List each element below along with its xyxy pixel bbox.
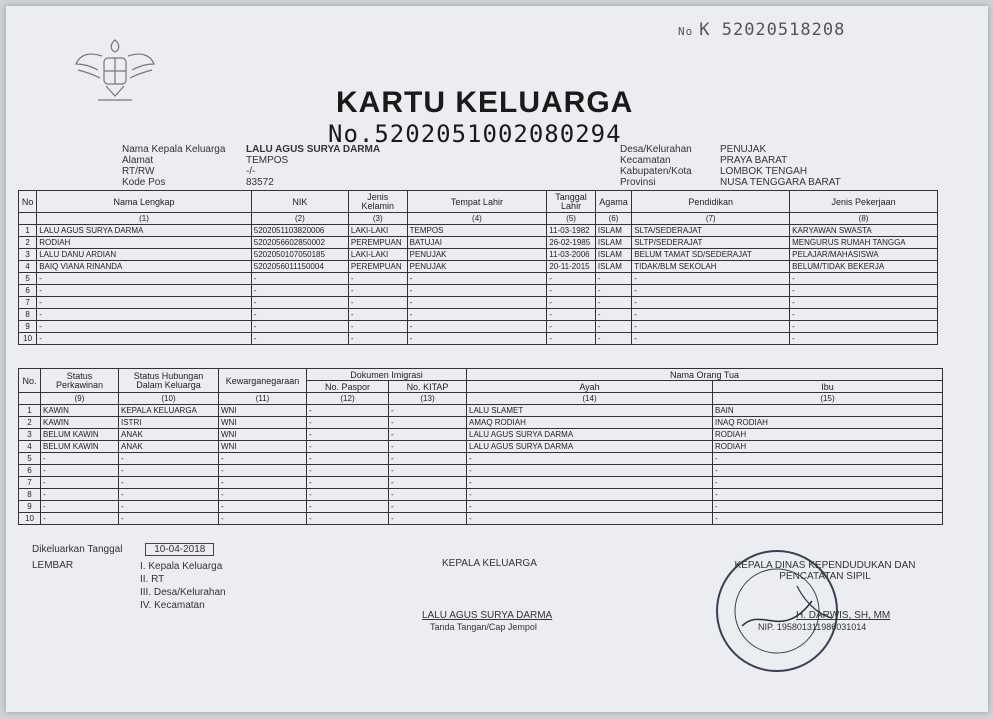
- index-cell: (1): [37, 213, 252, 225]
- header-cell: Agama: [595, 191, 631, 213]
- table-cell: LAKI-LAKI: [348, 225, 407, 237]
- table-cell: -: [595, 333, 631, 345]
- table-cell: -: [407, 333, 547, 345]
- table-cell: -: [467, 489, 713, 501]
- kepala-keluarga-name: LALU AGUS SURYA DARMA: [422, 610, 553, 621]
- table-cell: -: [219, 489, 307, 501]
- table-cell: -: [790, 309, 938, 321]
- index-cell: (11): [219, 393, 307, 405]
- header-cell: Dokumen Imigrasi: [307, 369, 467, 381]
- table-cell: WNI: [219, 441, 307, 453]
- table-cell: ISLAM: [595, 261, 631, 273]
- table-cell: -: [790, 321, 938, 333]
- subheader-cell: Ayah: [467, 381, 713, 393]
- table-cell: -: [119, 477, 219, 489]
- table-cell: KAWIN: [41, 417, 119, 429]
- table-cell: -: [389, 489, 467, 501]
- table-cell: PEREMPUAN: [348, 237, 407, 249]
- table-cell: -: [219, 453, 307, 465]
- table-cell: 1: [19, 405, 41, 417]
- table-cell: -: [37, 273, 252, 285]
- table-cell: -: [307, 513, 389, 525]
- table-cell: 5202051103820006: [251, 225, 348, 237]
- header-cell: Tempat Lahir: [407, 191, 547, 213]
- info-label: Kecamatan: [620, 155, 671, 166]
- table-cell: -: [632, 333, 790, 345]
- table-cell: ISLAM: [595, 249, 631, 261]
- table-cell: 3: [19, 429, 41, 441]
- info-value: NUSA TENGGARA BARAT: [720, 177, 841, 188]
- table-cell: -: [595, 297, 631, 309]
- table-cell: LALU AGUS SURYA DARMA: [37, 225, 252, 237]
- document-title: KARTU KELUARGA: [336, 86, 634, 119]
- table-cell: -: [119, 453, 219, 465]
- info-value: PRAYA BARAT: [720, 155, 788, 166]
- table-cell: -: [467, 513, 713, 525]
- table-cell: BELUM TAMAT SD/SEDERAJAT: [632, 249, 790, 261]
- table-cell: LAKI-LAKI: [348, 249, 407, 261]
- table-cell: PELAJAR/MAHASISWA: [790, 249, 938, 261]
- table-row: [19, 429, 943, 441]
- right-info-labels: [620, 144, 692, 188]
- table-cell: -: [37, 333, 252, 345]
- table-cell: 10: [19, 513, 41, 525]
- table-cell: -: [37, 321, 252, 333]
- table-cell: -: [41, 501, 119, 513]
- family-members-table: [18, 190, 938, 345]
- table-cell: -: [307, 477, 389, 489]
- header-cell: Nama Orang Tua: [467, 369, 943, 381]
- table-cell: 4: [19, 441, 41, 453]
- dinas-title: [730, 560, 920, 582]
- header-cell: Jenis Pekerjaan: [790, 191, 938, 213]
- table-cell: -: [595, 285, 631, 297]
- table-cell: ANAK: [119, 429, 219, 441]
- left-info-values: [246, 144, 380, 188]
- table-cell: BELUM KAWIN: [41, 441, 119, 453]
- subheader-cell: No. Paspor: [307, 381, 389, 393]
- table-cell: ISTRI: [119, 417, 219, 429]
- table-cell: -: [389, 441, 467, 453]
- table-cell: -: [467, 477, 713, 489]
- table-cell: -: [219, 501, 307, 513]
- table-cell: -: [389, 429, 467, 441]
- right-info-values: [720, 144, 841, 188]
- index-cell: (3): [348, 213, 407, 225]
- table-cell: 3: [19, 249, 37, 261]
- table-cell: MENGURUS RUMAH TANGGA: [790, 237, 938, 249]
- header-cell: Tanggal Lahir: [547, 191, 596, 213]
- table-cell: 26-02-1985: [547, 237, 596, 249]
- table-cell: BAIN: [713, 405, 943, 417]
- table-cell: 5: [19, 273, 37, 285]
- table-cell: 2: [19, 237, 37, 249]
- left-info-labels: [122, 144, 225, 188]
- header-cell: Kewarganegaraan: [219, 369, 307, 393]
- table-cell: -: [713, 489, 943, 501]
- table-row: [19, 441, 943, 453]
- table-cell: -: [713, 477, 943, 489]
- table-cell: LALU AGUS SURYA DARMA: [467, 441, 713, 453]
- family-card-document: [6, 6, 988, 712]
- table-cell: 9: [19, 321, 37, 333]
- table-cell: LALU DANU ARDIAN: [37, 249, 252, 261]
- table-cell: -: [37, 285, 252, 297]
- table-cell: 8: [19, 309, 37, 321]
- issued-date: 10-04-2018: [145, 543, 214, 556]
- index-cell: (14): [467, 393, 713, 405]
- table-cell: -: [389, 477, 467, 489]
- table-cell: -: [348, 273, 407, 285]
- table-cell: -: [307, 441, 389, 453]
- lembar-label: LEMBAR: [32, 560, 74, 571]
- serial-value: K 52020518208: [699, 20, 846, 40]
- table-cell: -: [41, 489, 119, 501]
- table-row: [19, 225, 938, 237]
- subheader-cell: Ibu: [713, 381, 943, 393]
- table-cell: -: [547, 297, 596, 309]
- serial-prefix: No: [678, 25, 694, 38]
- table-cell: -: [251, 273, 348, 285]
- table-cell: -: [307, 465, 389, 477]
- table-cell: -: [251, 309, 348, 321]
- table-cell: -: [348, 285, 407, 297]
- column-index-row: [19, 213, 938, 225]
- table-cell: WNI: [219, 429, 307, 441]
- table-cell: INAQ RODIAH: [713, 417, 943, 429]
- index-cell: [19, 393, 41, 405]
- info-label: Alamat: [122, 155, 154, 166]
- table-cell: -: [389, 417, 467, 429]
- table-row: [19, 501, 943, 513]
- index-cell: (10): [119, 393, 219, 405]
- lembar-item: IV. Kecamatan: [140, 600, 205, 611]
- info-value: LALU AGUS SURYA DARMA: [246, 144, 381, 155]
- table-cell: -: [790, 333, 938, 345]
- table-cell: -: [632, 273, 790, 285]
- table-cell: -: [307, 417, 389, 429]
- header-cell: Status Perkawinan: [41, 369, 119, 393]
- index-cell: (15): [713, 393, 943, 405]
- table-cell: -: [389, 513, 467, 525]
- table-cell: -: [251, 285, 348, 297]
- table-cell: WNI: [219, 405, 307, 417]
- table-cell: ANAK: [119, 441, 219, 453]
- table-cell: -: [41, 477, 119, 489]
- table-cell: TEMPOS: [407, 225, 547, 237]
- table-cell: -: [790, 297, 938, 309]
- info-label: Desa/Kelurahan: [620, 144, 692, 155]
- table-cell: 10: [19, 333, 37, 345]
- table-row: [19, 309, 938, 321]
- table-cell: AMAQ RODIAH: [467, 417, 713, 429]
- table-cell: -: [41, 465, 119, 477]
- table-cell: -: [595, 273, 631, 285]
- dinas-name: H. DARWIS, SH, MM: [796, 610, 891, 621]
- table-cell: 4: [19, 261, 37, 273]
- table-cell: -: [307, 453, 389, 465]
- table-cell: -: [37, 309, 252, 321]
- table-cell: KAWIN: [41, 405, 119, 417]
- table-row: [19, 405, 943, 417]
- table-cell: SLTP/SEDERAJAT: [632, 237, 790, 249]
- info-label: RT/RW: [122, 166, 155, 177]
- table-cell: -: [119, 489, 219, 501]
- info-label: Kode Pos: [122, 177, 166, 188]
- header-cell: No: [19, 191, 37, 213]
- info-value: LOMBOK TENGAH: [720, 166, 808, 177]
- header-cell: No.: [19, 369, 41, 393]
- table-cell: -: [219, 513, 307, 525]
- table-cell: SLTA/SEDERAJAT: [632, 225, 790, 237]
- table-cell: -: [790, 285, 938, 297]
- table-cell: -: [251, 297, 348, 309]
- table-cell: BELUM/TIDAK BEKERJA: [790, 261, 938, 273]
- lembar-list: [140, 560, 226, 612]
- table-cell: -: [790, 273, 938, 285]
- index-cell: (5): [547, 213, 596, 225]
- table-cell: LALU SLAMET: [467, 405, 713, 417]
- lembar-item: I. Kepala Keluarga: [140, 561, 223, 572]
- table-cell: -: [547, 273, 596, 285]
- table-cell: 1: [19, 225, 37, 237]
- table-cell: -: [467, 465, 713, 477]
- info-value: PENUJAK: [720, 144, 767, 155]
- table-row: [19, 285, 938, 297]
- header-cell: Pendidikan: [632, 191, 790, 213]
- issued-date-block: [32, 544, 214, 555]
- info-value: TEMPOS: [246, 155, 289, 166]
- info-value: 83572: [246, 177, 274, 188]
- table-cell: RODIAH: [37, 237, 252, 249]
- table-cell: -: [219, 465, 307, 477]
- dinas-nip: NIP. 195801311986031014: [758, 622, 867, 632]
- index-cell: (2): [251, 213, 348, 225]
- table-cell: 2: [19, 417, 41, 429]
- table-cell: 20-11-2015: [547, 261, 596, 273]
- table-cell: ISLAM: [595, 237, 631, 249]
- table-row: [19, 333, 938, 345]
- header-cell: Nama Lengkap: [37, 191, 252, 213]
- table-cell: -: [348, 309, 407, 321]
- table-cell: 8: [19, 489, 41, 501]
- table-cell: -: [119, 501, 219, 513]
- index-cell: (9): [41, 393, 119, 405]
- garuda-emblem-icon: [72, 34, 158, 110]
- table-cell: -: [595, 309, 631, 321]
- table-cell: -: [389, 405, 467, 417]
- table-cell: BELUM KAWIN: [41, 429, 119, 441]
- table-cell: -: [713, 513, 943, 525]
- table-cell: 5202056602850002: [251, 237, 348, 249]
- table-cell: -: [547, 285, 596, 297]
- info-label: Nama Kepala Keluarga: [122, 144, 226, 155]
- table-cell: BATUJAI: [407, 237, 547, 249]
- table-row: [19, 237, 938, 249]
- table-cell: -: [632, 285, 790, 297]
- table-cell: -: [407, 309, 547, 321]
- table-header-row: [19, 191, 938, 213]
- table-cell: -: [407, 285, 547, 297]
- table-cell: -: [632, 309, 790, 321]
- table-cell: -: [547, 333, 596, 345]
- subheader-cell: No. KITAP: [389, 381, 467, 393]
- table-row: [19, 321, 938, 333]
- table-cell: -: [307, 429, 389, 441]
- index-cell: (8): [790, 213, 938, 225]
- table-cell: 6: [19, 465, 41, 477]
- table-cell: -: [37, 297, 252, 309]
- index-cell: [19, 213, 37, 225]
- table-cell: -: [251, 321, 348, 333]
- header-cell: Jenis Kelamin: [348, 191, 407, 213]
- index-cell: (13): [389, 393, 467, 405]
- table-cell: KARYAWAN SWASTA: [790, 225, 938, 237]
- info-value: -/-: [246, 166, 256, 177]
- table-cell: 7: [19, 297, 37, 309]
- table-cell: PEREMPUAN: [348, 261, 407, 273]
- table-row: [19, 489, 943, 501]
- table-cell: TIDAK/BLM SEKOLAH: [632, 261, 790, 273]
- table-row: [19, 477, 943, 489]
- table-cell: -: [407, 273, 547, 285]
- issued-label: Dikeluarkan Tanggal: [32, 544, 123, 555]
- info-label: Kabupaten/Kota: [620, 166, 692, 177]
- kepala-keluarga-title: KEPALA KELUARGA: [442, 558, 537, 569]
- table-cell: 5202056011150004: [251, 261, 348, 273]
- table-cell: -: [41, 453, 119, 465]
- table-cell: -: [119, 465, 219, 477]
- serial-number: [678, 20, 845, 40]
- index-cell: (6): [595, 213, 631, 225]
- table-cell: RODIAH: [713, 441, 943, 453]
- table-cell: LALU AGUS SURYA DARMA: [467, 429, 713, 441]
- family-status-table: [18, 368, 943, 525]
- table-cell: ISLAM: [595, 225, 631, 237]
- info-label: Provinsi: [620, 177, 656, 188]
- table-cell: -: [632, 321, 790, 333]
- table-cell: PENUJAK: [407, 249, 547, 261]
- table-cell: 5: [19, 453, 41, 465]
- table-row: [19, 261, 938, 273]
- table-cell: -: [389, 501, 467, 513]
- table-cell: -: [407, 321, 547, 333]
- table-cell: -: [251, 333, 348, 345]
- table-cell: -: [595, 321, 631, 333]
- table-row: [19, 513, 943, 525]
- table-cell: -: [307, 501, 389, 513]
- table-row: [19, 249, 938, 261]
- table-cell: -: [307, 489, 389, 501]
- table-cell: -: [389, 453, 467, 465]
- index-cell: (4): [407, 213, 547, 225]
- card-number: No.5202051002080294: [328, 120, 622, 148]
- table-cell: KEPALA KELUARGA: [119, 405, 219, 417]
- table-header-row: [19, 369, 943, 381]
- lembar-item: II. RT: [140, 574, 165, 585]
- table-cell: -: [547, 321, 596, 333]
- table-cell: WNI: [219, 417, 307, 429]
- table-row: [19, 273, 938, 285]
- table-row: [19, 417, 943, 429]
- index-cell: (12): [307, 393, 389, 405]
- header-cell: NIK: [251, 191, 348, 213]
- table-cell: RODIAH: [713, 429, 943, 441]
- table-cell: -: [219, 477, 307, 489]
- table-row: [19, 297, 938, 309]
- table-cell: -: [348, 333, 407, 345]
- dinas-title-line: PENCATATAN SIPIL: [779, 571, 871, 582]
- table-cell: -: [348, 297, 407, 309]
- table-cell: -: [307, 405, 389, 417]
- table-cell: BAIQ VIANA RINANDA: [37, 261, 252, 273]
- table-cell: -: [407, 297, 547, 309]
- table-cell: -: [41, 513, 119, 525]
- table-cell: -: [348, 321, 407, 333]
- table-cell: -: [547, 309, 596, 321]
- dinas-title-line: KEPALA DINAS KEPENDUDUKAN DAN: [734, 560, 916, 571]
- table-cell: 6: [19, 285, 37, 297]
- table-row: [19, 465, 943, 477]
- lembar-item: III. Desa/Kelurahan: [140, 587, 226, 598]
- index-cell: (7): [632, 213, 790, 225]
- column-index-row: [19, 393, 943, 405]
- table-cell: 9: [19, 501, 41, 513]
- table-row: [19, 453, 943, 465]
- signature-note: Tanda Tangan/Cap Jempol: [430, 622, 537, 632]
- table-cell: 7: [19, 477, 41, 489]
- table-cell: -: [632, 297, 790, 309]
- table-cell: 11-03-2006: [547, 249, 596, 261]
- table-cell: -: [713, 465, 943, 477]
- table-cell: 5202050107050185: [251, 249, 348, 261]
- table-cell: -: [713, 453, 943, 465]
- table-cell: -: [467, 501, 713, 513]
- table-cell: -: [467, 453, 713, 465]
- header-cell: Status Hubungan Dalam Keluarga: [119, 369, 219, 393]
- table-cell: PENUJAK: [407, 261, 547, 273]
- table-cell: -: [119, 513, 219, 525]
- table-cell: -: [713, 501, 943, 513]
- table-cell: 11-03-1982: [547, 225, 596, 237]
- table-cell: -: [389, 465, 467, 477]
